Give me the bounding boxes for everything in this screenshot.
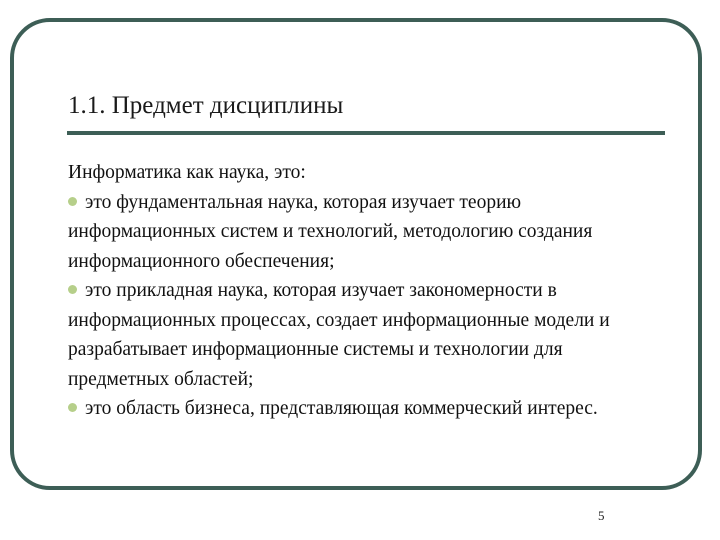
- bullet-item: [68, 188, 668, 277]
- slide-title: 1.1. Предмет дисциплины: [68, 92, 344, 119]
- bullet-item: [68, 394, 668, 424]
- slide-body: [68, 158, 668, 424]
- bullet-text: это фундаментальная наука, которая изучает теорию информационных систем и технологий, методологию создания информационного обеспечения;: [68, 191, 593, 272]
- intro-text: Информатика как наука, это:: [68, 162, 306, 183]
- title-divider: [67, 131, 665, 135]
- bullet-item: [68, 276, 668, 394]
- bullet-dot-icon: [68, 285, 77, 294]
- bullet-dot-icon: [68, 197, 77, 206]
- bullet-dot-icon: [68, 403, 77, 412]
- page-number: 5: [598, 508, 605, 523]
- bullet-text: это область бизнеса, представляющая коммерческий интерес.: [85, 398, 598, 419]
- bullet-text: это прикладная наука, которая изучает закономерности в информационных процессах, создает информационные модели и разрабатывает информационные системы и технологии для предметных областей;: [68, 280, 610, 390]
